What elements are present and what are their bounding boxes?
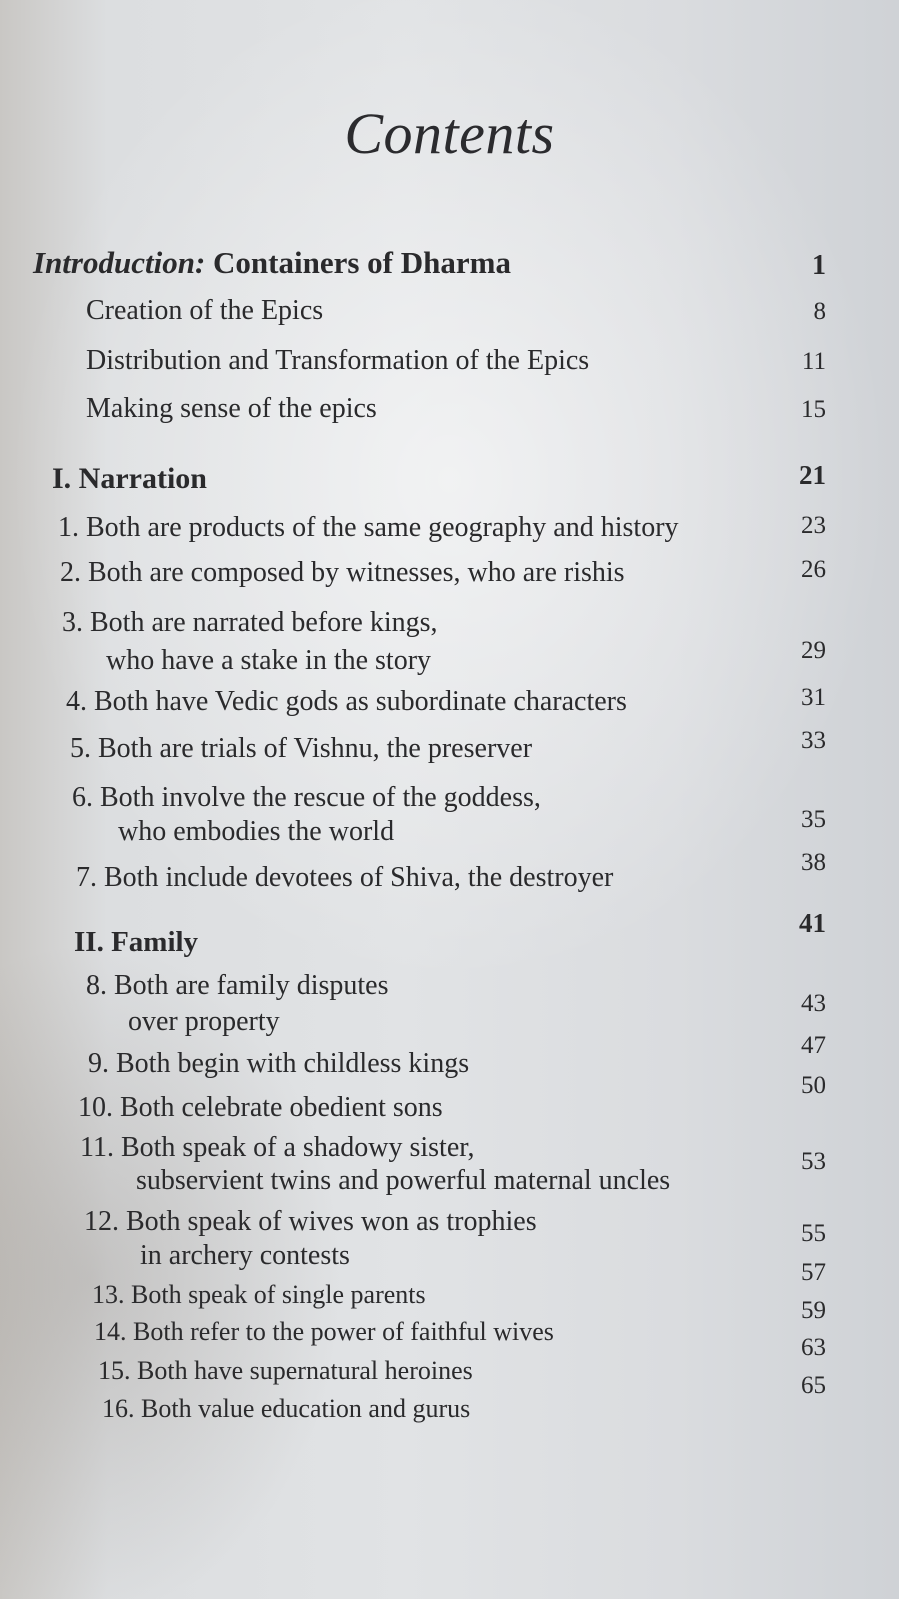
introduction-heading — [33, 245, 511, 281]
chapter-page: 38 — [801, 849, 826, 876]
intro-item-page: 15 — [801, 396, 826, 423]
chapter-page: 55 — [801, 1220, 826, 1247]
chapter-item: 15. Both have supernatural heroines — [98, 1356, 473, 1385]
chapter-page: 31 — [801, 684, 826, 711]
chapter-page: 63 — [801, 1334, 826, 1361]
chapter-item: 5. Both are trials of Vishnu, the preserver — [70, 733, 533, 764]
section-heading: I. Narration — [52, 462, 207, 495]
chapter-page: 50 — [801, 1072, 826, 1099]
chapter-item: 3. Both are narrated before kings, — [62, 607, 438, 638]
section-page: 41 — [799, 908, 826, 938]
page-title: Contents — [344, 101, 555, 166]
intro-item-page: 8 — [813, 298, 826, 325]
chapter-item: 11. Both speak of a shadowy sister, — [80, 1132, 475, 1163]
intro-item-page: 11 — [801, 348, 826, 375]
chapter-page: 53 — [801, 1148, 826, 1175]
chapter-page: 23 — [801, 512, 826, 539]
chapter-item: 8. Both are family disputes — [86, 970, 389, 1001]
chapter-page: 57 — [801, 1259, 826, 1286]
chapter-item-continuation: in archery contests — [140, 1240, 350, 1271]
chapter-page: 47 — [801, 1032, 826, 1059]
chapter-item: 9. Both begin with childless kings — [88, 1048, 470, 1079]
chapter-item-continuation: subservient twins and powerful maternal uncles — [136, 1165, 671, 1196]
introduction-page: 1 — [812, 250, 826, 281]
chapter-page: 29 — [801, 637, 826, 664]
chapter-item: 14. Both refer to the power of faithful wives — [94, 1317, 554, 1346]
chapter-item: 7. Both include devotees of Shiva, the destroyer — [76, 862, 614, 893]
chapter-item: 12. Both speak of wives won as trophies — [84, 1206, 537, 1237]
chapter-page: 65 — [801, 1372, 826, 1399]
chapter-page: 43 — [801, 990, 826, 1017]
chapter-item: 6. Both involve the rescue of the goddess, — [72, 782, 541, 813]
introduction-title: Containers of Dharma — [213, 245, 511, 280]
section-heading: II. Family — [74, 926, 199, 958]
chapter-page: 59 — [801, 1297, 826, 1324]
section-page: 21 — [799, 460, 826, 490]
chapter-item-continuation: who have a stake in the story — [106, 645, 432, 676]
chapter-item: 4. Both have Vedic gods as subordinate characters — [66, 686, 627, 717]
chapter-page: 35 — [801, 806, 826, 833]
chapter-page: 33 — [801, 727, 826, 754]
chapter-item: 16. Both value education and gurus — [102, 1394, 471, 1423]
chapter-item: 13. Both speak of single parents — [92, 1280, 426, 1309]
intro-item: Distribution and Transformation of the Epics — [86, 345, 590, 376]
chapter-item: 1. Both are products of the same geography and history — [58, 512, 679, 543]
chapter-item: 2. Both are composed by witnesses, who are rishis — [60, 557, 625, 588]
chapter-item: 10. Both celebrate obedient sons — [78, 1092, 443, 1123]
intro-item: Creation of the Epics — [86, 295, 324, 326]
chapter-item-continuation: over property — [128, 1006, 280, 1037]
introduction-label: Introduction: — [33, 245, 206, 280]
intro-item: Making sense of the epics — [86, 393, 377, 424]
chapter-page: 26 — [801, 556, 826, 583]
chapter-item-continuation: who embodies the world — [118, 816, 395, 847]
